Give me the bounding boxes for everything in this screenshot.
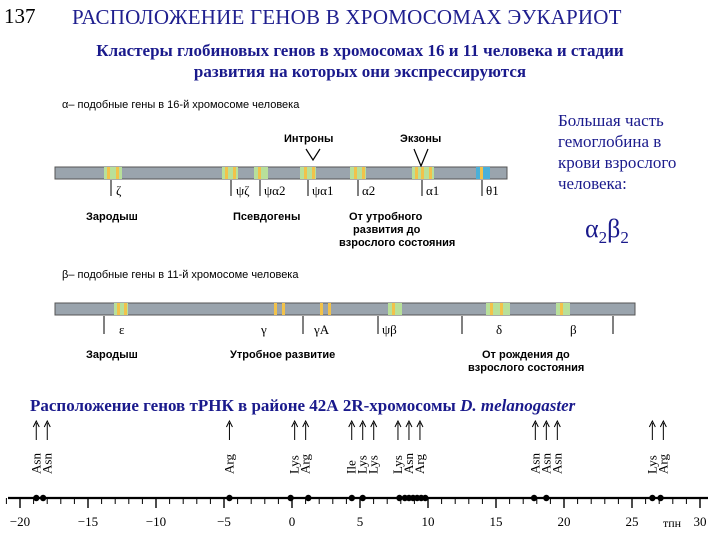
trna-tick-label: 0 (288, 514, 296, 529)
alpha-band (480, 167, 483, 179)
alpha-band (415, 167, 418, 179)
stage-label-adult-2: взрослого состояния (468, 362, 585, 374)
side-note-line: человека: (558, 174, 627, 193)
stage-label-adult: От рождения до (482, 349, 570, 361)
trna-tick-label: 15 (489, 514, 503, 529)
alpha-band (312, 167, 315, 179)
alpha-gene-label: α1 (426, 183, 440, 198)
stage-label-embryo: Зародыш (86, 211, 138, 223)
trna-arrows (33, 421, 666, 440)
trna-tick-label: −10 (145, 514, 167, 529)
alpha-gene-label: ψα2 (264, 183, 286, 198)
trna-gene-dot (422, 495, 428, 501)
formula-beta-sub: 2 (620, 228, 629, 248)
beta-gene-label: γA (314, 322, 330, 337)
beta-band (328, 303, 331, 315)
side-note-line: гемоглобина в (558, 132, 662, 151)
trna-gene-dot (531, 495, 537, 501)
alpha-band (421, 167, 424, 179)
trna-tick-label: 25 (625, 514, 639, 529)
hemoglobin-formula (585, 214, 629, 248)
alpha-cluster-heading: α– подобные гены в 16-й хромосоме человека (62, 99, 300, 111)
alpha-band (104, 167, 122, 179)
trna-gene-dot (657, 495, 663, 501)
trna-gene-name: Ile (343, 460, 359, 474)
trna-gene-name: Arg (297, 454, 313, 474)
stage-label-pseudogenes: Псевдогены (233, 211, 301, 223)
alpha-band (354, 167, 357, 179)
alpha-gene-label: ψζ (236, 183, 250, 198)
trna-gene-labels (28, 453, 670, 474)
trna-gene-dot (396, 495, 402, 501)
trna-caption-text: Расположение генов тРНК в районе 42А 2R-хромосомы (30, 396, 461, 415)
stage-label-fetal: От утробного (349, 211, 423, 223)
trna-gene-name: Asn (527, 453, 543, 474)
trna-gene-dot (40, 495, 46, 501)
alpha-band (107, 167, 110, 179)
beta-gene-label: β (570, 322, 577, 337)
author-tag: тпн (663, 516, 682, 530)
beta-band (392, 303, 395, 315)
trna-gene-dot (305, 495, 311, 501)
alpha-band (362, 167, 365, 179)
intron-label: Интроны (284, 133, 334, 145)
subtitle-line-1: Кластеры глобиновых генов в хромосомах 16 и 11 человека и стадии (96, 41, 624, 60)
beta-band (560, 303, 563, 315)
alpha-gene-label: ψα1 (312, 183, 334, 198)
trna-gene-name: Lys (354, 455, 370, 474)
trna-gene-dot (649, 495, 655, 501)
trna-caption (30, 396, 710, 416)
exon-pointer (414, 149, 428, 166)
slide-number: 137 (4, 4, 36, 28)
trna-tick-label: −20 (9, 514, 31, 529)
trna-tick-label: −5 (217, 514, 231, 529)
beta-gene-label: ψβ (382, 322, 397, 337)
trna-gene-name: Lys (389, 455, 405, 474)
trna-tick-label: 20 (557, 514, 571, 529)
beta-band (282, 303, 285, 315)
beta-band (274, 303, 277, 315)
trna-gene-name: Arg (655, 454, 671, 474)
trna-caption-species: D. melanogaster (460, 396, 576, 415)
trna-gene-name: Arg (221, 454, 237, 474)
trna-tick-label: 5 (356, 514, 364, 529)
trna-tick-labels (10, 514, 707, 529)
trna-gene-name: Lys (644, 455, 660, 474)
beta-band (490, 303, 493, 315)
trna-tick-label: 30 (693, 514, 707, 529)
alpha-band (225, 167, 228, 179)
intron-pointer (306, 149, 320, 160)
trna-gene-name: Asn (28, 453, 44, 474)
alpha-gene-label: α2 (362, 183, 376, 198)
beta-cluster-heading: β– подобные гены в 11-й хромосоме человека (62, 269, 299, 281)
beta-gene-label: ε (119, 322, 125, 337)
alpha-band (429, 167, 432, 179)
beta-band (124, 303, 127, 315)
slide-title: РАСПОЛОЖЕНИЕ ГЕНОВ В ХРОМОСОМАХ ЭУКАРИОТ (72, 5, 622, 29)
beta-gene-label: δ (496, 322, 503, 337)
trna-tick-label: −15 (77, 514, 99, 529)
alpha-band (116, 167, 119, 179)
trna-gene-name: Arg (411, 454, 427, 474)
subtitle-line-2: развития на которых они экспрессируются (193, 62, 527, 81)
alpha-band (258, 167, 261, 179)
trna-gene-dot (543, 495, 549, 501)
trna-gene-name: Asn (400, 453, 416, 474)
beta-band (500, 303, 503, 315)
side-note-line: Большая часть (558, 111, 664, 130)
alpha-band (304, 167, 307, 179)
trna-gene-dot (360, 495, 366, 501)
trna-gene-dot (349, 495, 355, 501)
alpha-gene-label: ζ (116, 183, 122, 198)
formula-alpha-sub: 2 (598, 228, 608, 248)
trna-gene-name: Lys (286, 455, 302, 474)
trna-gene-name: Asn (538, 453, 554, 474)
formula-alpha: α (585, 214, 599, 243)
trna-gene-dot (287, 495, 293, 501)
beta-gene-ticks (104, 316, 613, 334)
alpha-gene-label: θ1 (486, 183, 499, 198)
alpha-chromosome-bar (55, 167, 507, 179)
side-note (558, 110, 713, 194)
trna-gene-name: Lys (365, 455, 381, 474)
side-note-line: крови взрослого (558, 153, 677, 172)
beta-band (320, 303, 323, 315)
trna-gene-name: Asn (549, 453, 565, 474)
trna-gene-dot (33, 495, 39, 501)
trna-tick-label: 10 (421, 514, 435, 529)
beta-band (117, 303, 120, 315)
formula-beta: β (607, 214, 621, 243)
trna-gene-name: Asn (39, 453, 55, 474)
beta-chromosome-bar (55, 303, 635, 315)
stage-label-fetal-beta: Утробное развитие (230, 349, 336, 361)
alpha-band (233, 167, 236, 179)
beta-gene-label: γ (261, 322, 267, 337)
stage-label-embryo-beta: Зародыш (86, 349, 138, 361)
beta-band (486, 303, 510, 315)
stage-label-fetal-3: взрослого состояния (339, 237, 456, 249)
stage-label-fetal-2: развития до (353, 224, 421, 236)
trna-gene-dot (226, 495, 232, 501)
exon-label: Экзоны (400, 133, 442, 145)
